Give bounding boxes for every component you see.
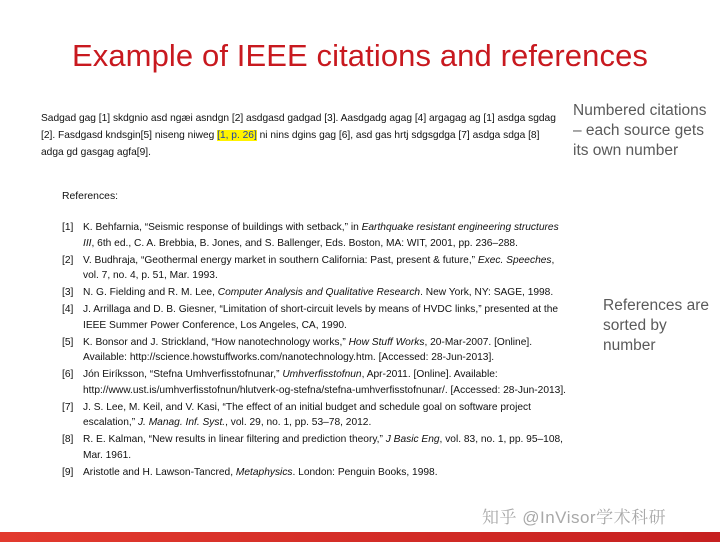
reference-text-before: N. G. Fielding and R. M. Lee, bbox=[83, 287, 218, 299]
reference-text-after: , 6th ed., C. A. Brebbia, B. Jones, and S. Ballenger, Eds. Boston, MA: WIT, 2001, pp. 236–288. bbox=[91, 237, 518, 249]
bottom-accent-band bbox=[0, 532, 720, 542]
reference-title-italic: J Basic Eng bbox=[385, 434, 440, 446]
reference-item bbox=[62, 335, 572, 366]
reference-item bbox=[62, 400, 572, 431]
reference-number: [9] bbox=[62, 467, 74, 479]
reference-list bbox=[62, 220, 572, 482]
reference-title-italic: Metaphysics bbox=[235, 467, 293, 479]
reference-text-before: V. Budhraja, “Geothermal energy market in southern California: Past, present & future,” bbox=[83, 254, 478, 266]
reference-text-after: . London: Penguin Books, 1998. bbox=[292, 467, 438, 479]
reference-text-after: , vol. 7, no. 4, p. 51, Mar. 1993. bbox=[83, 254, 555, 282]
reference-number: [7] bbox=[62, 401, 74, 413]
reference-text bbox=[83, 400, 572, 431]
reference-item bbox=[62, 432, 572, 463]
note-references-sorted: References are sorted by number bbox=[603, 297, 709, 354]
references-heading: References: bbox=[62, 191, 119, 202]
reference-text bbox=[83, 302, 572, 333]
reference-text bbox=[83, 253, 572, 284]
reference-title-italic: Exec. Speeches bbox=[477, 254, 552, 266]
reference-item bbox=[62, 465, 572, 481]
reference-text bbox=[83, 335, 572, 366]
watermark: 知乎 @InVisor学术科研 bbox=[482, 508, 667, 527]
citation-text-before: Sadgad gag [1] skdgnio asd ngæi asndgn [2] asdgasd gadgad [3]. Aasdgadg agag [4] argagag ag [1] asdga sgdag [2]. Fasdgasd kndsgin[5] niseng niweg bbox=[41, 113, 556, 141]
reference-item bbox=[62, 367, 572, 398]
reference-text-after: , vol. 83, no. 1, pp. 95–108, Mar. 1961. bbox=[83, 434, 564, 462]
reference-title-italic: Computer Analysis and Qualitative Research bbox=[217, 287, 421, 299]
note-numbered-citations: Numbered citations – each source gets its own number bbox=[573, 102, 707, 159]
reference-text bbox=[83, 285, 572, 301]
highlighted-citation: [1, p. 26] bbox=[217, 130, 257, 141]
reference-title-italic: Umhverfisstofnun bbox=[282, 369, 362, 381]
reference-text-after: , Apr-2011. [Online]. Available: http://www.ust.is/umhverfisstofnun/hlutverk-og-stefna/stefna-umhverfisstofnunar/. [Accessed: 28-Jun-2013]. bbox=[83, 369, 567, 396]
reference-number: [1] bbox=[62, 222, 74, 233]
reference-text-before: K. Behfarnia, “Seismic response of buildings with setback,” in bbox=[83, 222, 362, 233]
reference-text-before: Aristotle and H. Lawson-Tancred, bbox=[83, 467, 236, 479]
reference-text-after: , vol. 29, no. 1, pp. 53–78, 2012. bbox=[225, 417, 372, 429]
reference-text-after: . New York, NY: SAGE, 1998. bbox=[420, 287, 554, 299]
reference-title-italic: J. Manag. Inf. Syst. bbox=[137, 417, 226, 429]
reference-text bbox=[83, 465, 572, 481]
reference-number: [8] bbox=[62, 434, 74, 446]
reference-number: [4] bbox=[62, 304, 74, 316]
reference-text-before: J. Arrillaga and D. B. Giesner, “Limitation of short-circuit levels by means of HVDC links,” presented at the IEEE Summer Power Conference, Los Angeles, CA, 1990. bbox=[83, 304, 559, 331]
reference-number: [5] bbox=[62, 336, 74, 348]
reference-number: [3] bbox=[62, 287, 74, 299]
reference-text-before: R. E. Kalman, “New results in linear filtering and prediction theory,” bbox=[83, 434, 386, 446]
reference-text bbox=[83, 367, 572, 398]
citation-paragraph bbox=[41, 110, 557, 161]
slide-title: Example of IEEE citations and references bbox=[71, 38, 649, 73]
reference-item bbox=[62, 302, 572, 333]
reference-title-italic: Earthquake resistant engineering structures III bbox=[83, 222, 559, 249]
citation-text-after: ni nins dgins gag [6], asd gas hrtj sdgsgdga [7] asdga sdga [8] adga gd gasgag agfa[9]. bbox=[41, 130, 540, 158]
reference-text bbox=[83, 432, 572, 463]
reference-text-before: J. S. Lee, M. Keil, and V. Kasi, “The effect of an initial budget and schedule goal on software project escalation,” bbox=[83, 401, 531, 429]
reference-number: [2] bbox=[62, 254, 74, 266]
reference-text-before: Jón Eiríksson, “Stefna Umhverfisstofnunar,” bbox=[83, 369, 283, 381]
reference-number: [6] bbox=[62, 369, 74, 381]
reference-item bbox=[62, 285, 572, 301]
reference-text-after: , 20-Mar-2007. [Online]. Available: http://science.howstuffworks.com/nanotechnology.htm. [Accessed: 28-Jun-2013]. bbox=[83, 336, 533, 364]
reference-text-before: K. Bonsor and J. Strickland, “How nanotechnology works,” bbox=[83, 336, 349, 348]
reference-item bbox=[62, 253, 572, 284]
reference-item bbox=[62, 220, 572, 251]
reference-title-italic: How Stuff Works bbox=[348, 336, 425, 348]
reference-text bbox=[83, 220, 572, 251]
